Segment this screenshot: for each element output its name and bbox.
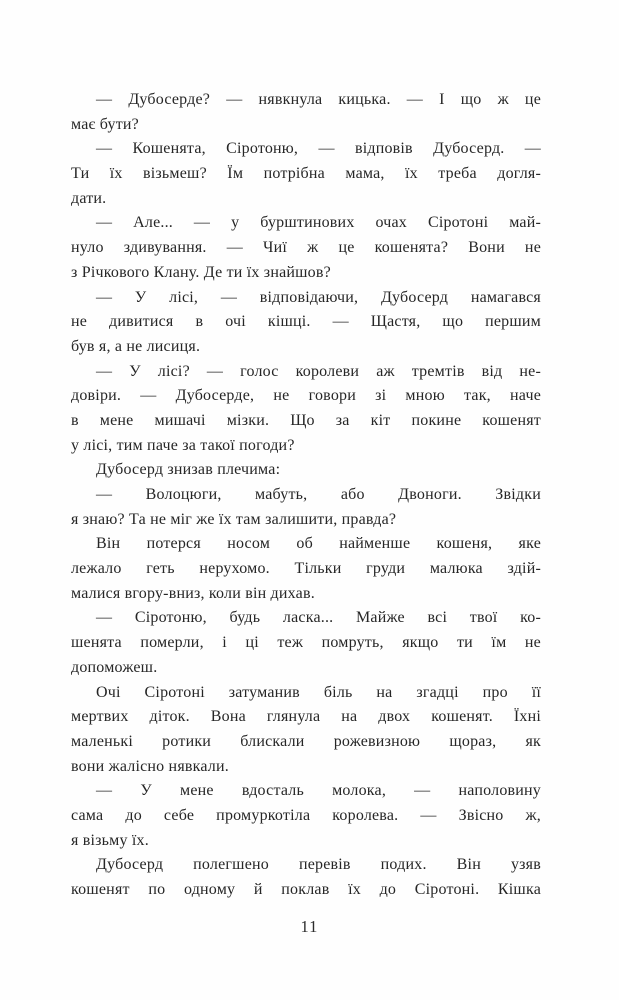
page-text — [71, 88, 541, 903]
text-line: довіри. — Дубосерде, не говори зі мною так, наче — [71, 387, 541, 405]
text-line: кошенят по одному й поклав їх до Сіротоні. Кішка — [71, 881, 541, 898]
text-line: у лісі, тим паче за такої погоди? — [71, 436, 295, 454]
text-line: вони жалісно нявкали. — [71, 757, 229, 775]
text-line: мертвих діток. Вона глянула на двох кошенят. Їхні — [71, 708, 541, 726]
text-line: — Сіротоню, будь ласка... Майже всі твої ко- — [96, 609, 541, 627]
text-line: — Кошенята, Сіротоню, — відповів Дубосерд. — — [96, 140, 541, 158]
text-line: був я, а не лисиця. — [71, 337, 201, 355]
text-line: — Але... — у бурштинових очах Сіротоні май- — [96, 214, 541, 232]
page-number: 11 — [300, 917, 319, 936]
text-line: — У мене вдосталь молока, — наполовину — [96, 782, 541, 800]
text-line: дати. — [71, 189, 107, 207]
text-line: Дубосерд знизав плечима: — [96, 461, 281, 479]
text-line: Ти їх візьмеш? Їм потрібна мама, їх треба догля- — [71, 165, 541, 183]
text-line: нуло здивування. — Чиї ж це кошенята? Вони не — [71, 239, 541, 257]
text-line: Дубосерд полегшено перевів подих. Він узяв — [96, 856, 541, 874]
text-line: шенята померли, і ці теж помруть, якщо ти їм не — [71, 634, 541, 652]
text-line: Очі Сіротоні затуманив біль на згадці про її — [96, 683, 541, 701]
text-line: в мене мишачі мізки. Що за кіт покине кошенят — [71, 411, 541, 429]
text-line: не дивитися в очі кішці. — Щастя, що першим — [71, 313, 541, 331]
text-line: — У лісі, — відповідаючи, Дубосерд намагався — [96, 288, 541, 306]
text-line: Він потерся носом об найменше кошеня, яке — [96, 535, 541, 553]
text-line: — Дубосерде? — нявкнула кицька. — І що ж це — [96, 91, 541, 108]
text-line: лежало геть нерухомо. Тільки груди малюка здій- — [71, 560, 541, 578]
text-line: я візьму їх. — [71, 831, 149, 849]
text-line: з Річкового Клану. Де ти їх знайшов? — [71, 263, 331, 281]
text-line: має бути? — [71, 115, 139, 133]
text-line: допоможеш. — [71, 658, 158, 676]
text-line: — Волоцюги, мабуть, або Двоноги. Звідки — [96, 486, 541, 503]
text-line: я знаю? Та не міг же їх там залишити, правда? — [71, 510, 397, 528]
text-line: — У лісі? — голос королеви аж тремтів від не- — [96, 362, 541, 380]
text-line: малися вгору-вниз, коли він дихав. — [71, 584, 315, 602]
text-line: сама до себе промуркотіла королева. — Звісно ж, — [71, 806, 541, 824]
text-line: маленькі ротики блискали рожевизною щораз, як — [71, 732, 541, 750]
